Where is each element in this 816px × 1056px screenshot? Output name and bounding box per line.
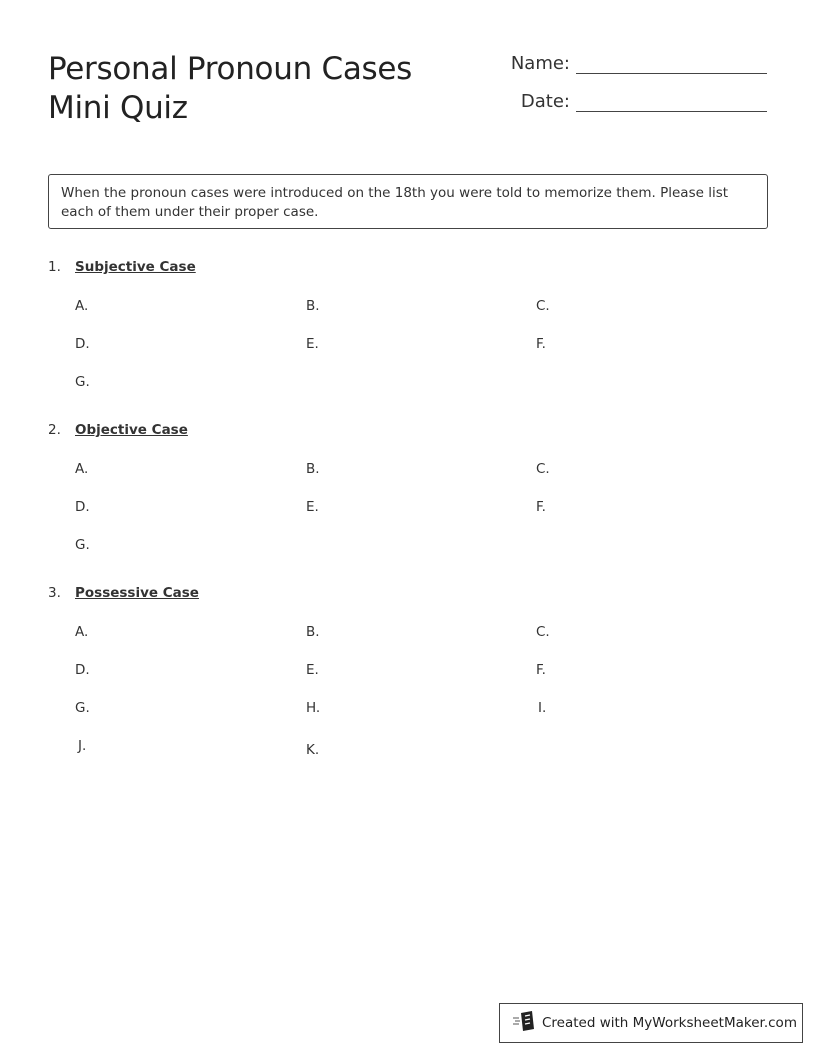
page-title: [48, 50, 412, 128]
answer-slot: C.: [536, 298, 550, 314]
footer-text: Created with MyWorksheetMaker.com: [542, 1015, 797, 1031]
name-input-line[interactable]: [576, 53, 767, 74]
answer-slot: B.: [306, 624, 320, 640]
answer-slot: D.: [75, 662, 90, 678]
answer-slot: F.: [536, 336, 546, 352]
answer-slot: C.: [536, 624, 550, 640]
question-title: Subjective Case: [75, 259, 196, 275]
question-number: 3.: [48, 585, 61, 601]
worksheet-maker-logo-icon: [512, 1010, 542, 1036]
question-title: Possessive Case: [75, 585, 199, 601]
answer-slot: E.: [306, 499, 319, 515]
answer-slot: E.: [306, 336, 319, 352]
answer-slot: D.: [75, 499, 90, 515]
answer-slot: J.: [78, 738, 87, 754]
question-title: Objective Case: [75, 422, 188, 438]
answer-slot: G.: [75, 374, 90, 390]
answer-slot: H.: [306, 700, 321, 716]
instructions-box: When the pronoun cases were introduced on the 18th you were told to memorize them. Please list each of them under their proper case.: [48, 174, 768, 229]
answer-slot: F.: [536, 499, 546, 515]
answer-slot: I.: [538, 700, 547, 716]
title-line-1: Personal Pronoun Cases: [48, 51, 412, 87]
answer-slot: K.: [306, 742, 320, 758]
name-label: Name:: [510, 53, 570, 74]
answer-slot: B.: [306, 298, 320, 314]
question-1-heading: [48, 259, 196, 275]
answer-slot: D.: [75, 336, 90, 352]
answer-slot: C.: [536, 461, 550, 477]
title-line-2: Mini Quiz: [48, 90, 188, 126]
question-3-heading: [48, 585, 199, 601]
answer-slot: B.: [306, 461, 320, 477]
answer-slot: A.: [75, 624, 89, 640]
question-number: 2.: [48, 422, 61, 438]
answer-slot: G.: [75, 700, 90, 716]
answer-slot: E.: [306, 662, 319, 678]
date-label: Date:: [520, 91, 570, 112]
answer-slot: A.: [75, 298, 89, 314]
answer-slot: A.: [75, 461, 89, 477]
question-number: 1.: [48, 259, 61, 275]
date-input-line[interactable]: [576, 91, 767, 112]
footer-credit: [499, 1003, 803, 1043]
date-field[interactable]: [490, 91, 767, 112]
answer-slot: G.: [75, 537, 90, 553]
question-2-heading: [48, 422, 188, 438]
answer-slot: F.: [536, 662, 546, 678]
name-field[interactable]: [490, 53, 767, 74]
